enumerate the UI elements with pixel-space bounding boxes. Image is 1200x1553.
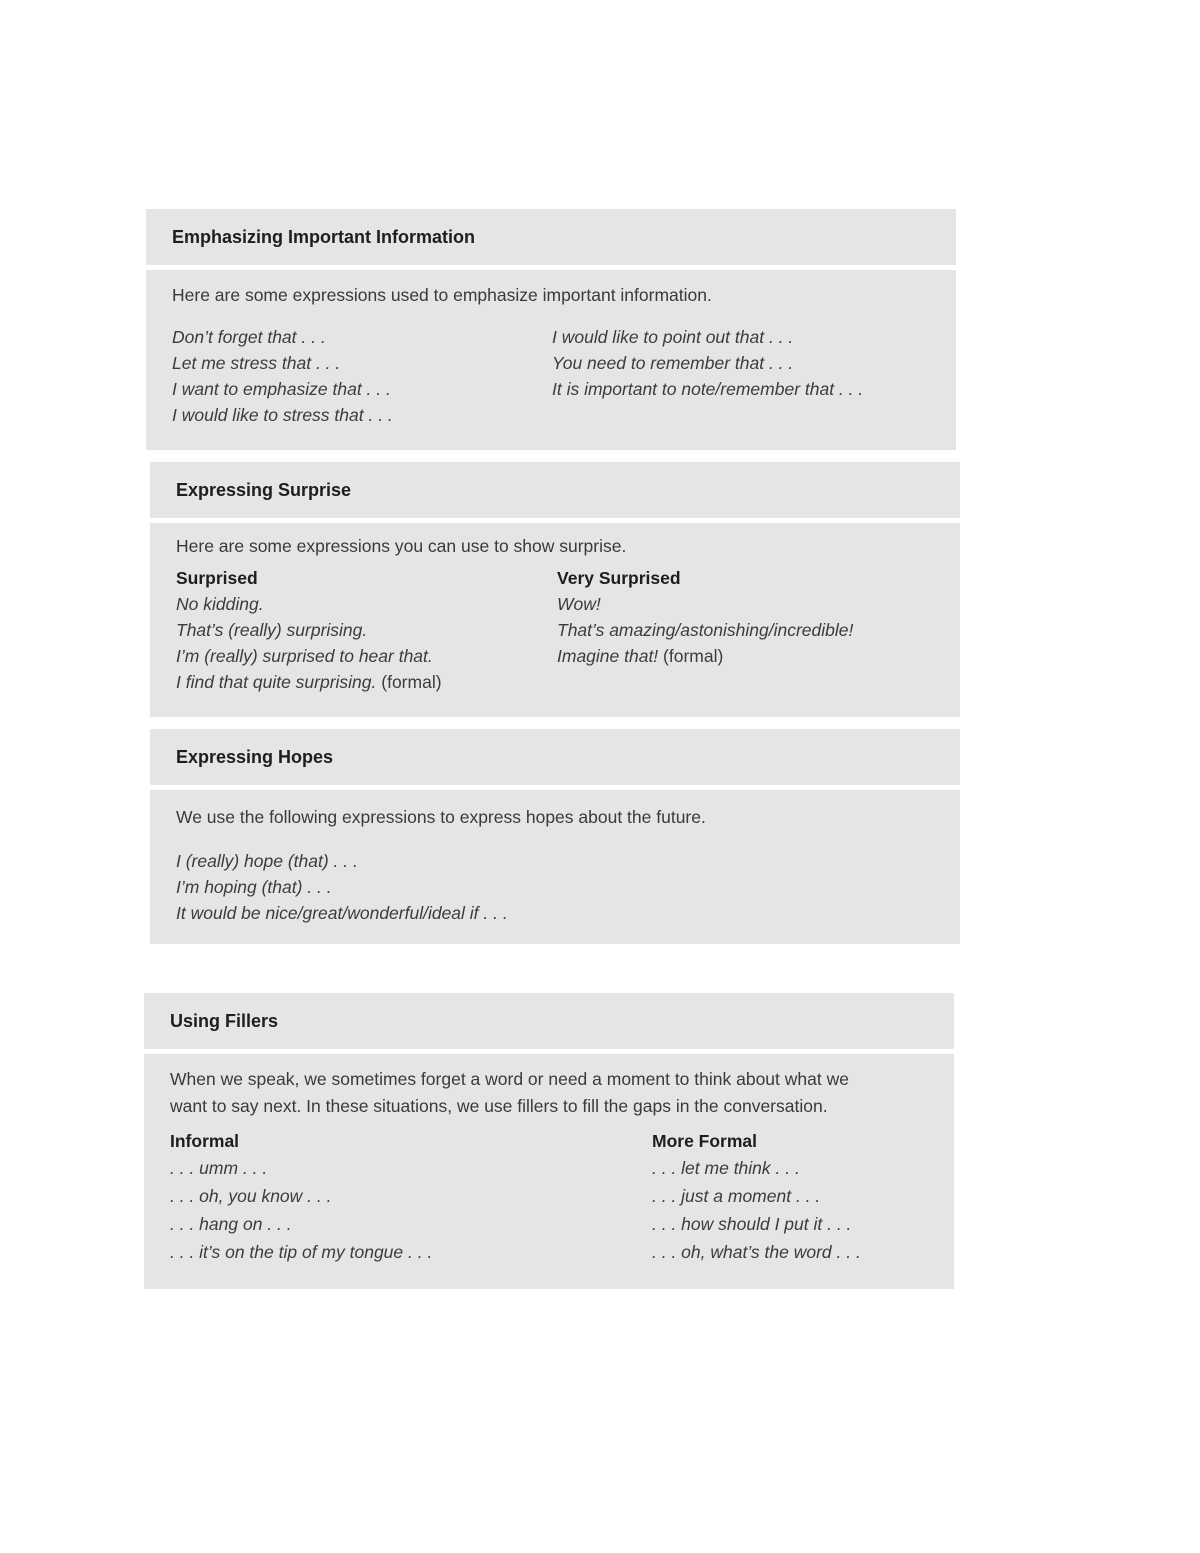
expression-list-left: [172, 324, 552, 428]
section-title: Expressing Hopes: [150, 729, 960, 785]
expression-item: Don’t forget that . . .: [172, 327, 326, 347]
expression-item: . . . hang on . . .: [170, 1214, 292, 1234]
section-fillers: [144, 993, 954, 1289]
section-intro: [170, 1066, 928, 1120]
section-title: Emphasizing Important Information: [146, 209, 956, 265]
expression-item: I’m hoping (that) . . .: [176, 877, 332, 897]
section-hopes: [150, 729, 960, 944]
section-body: [144, 1054, 954, 1289]
expression-item: . . . umm . . .: [170, 1158, 268, 1178]
section-body: [150, 790, 960, 944]
section-intro: Here are some expressions used to emphasize important information.: [172, 285, 712, 305]
expression-columns: [172, 324, 930, 428]
expression-item: I want to emphasize that . . .: [172, 379, 391, 399]
column-heading: More Formal: [652, 1131, 758, 1151]
expression-columns: [170, 1128, 928, 1266]
formal-note: (formal): [658, 646, 724, 666]
section-body: [150, 523, 960, 717]
expression-list-surprised: [176, 565, 557, 695]
expression-item: No kidding.: [176, 594, 264, 614]
expression-item: Let me stress that . . .: [172, 353, 341, 373]
section-emphasizing: [146, 209, 956, 450]
expression-list-more-formal: [652, 1128, 861, 1266]
expression-item: . . . oh, you know . . .: [170, 1186, 332, 1206]
section-surprise: [150, 462, 960, 717]
expression-text: Imagine that!: [557, 646, 659, 666]
expression-list-very-surprised: [557, 565, 853, 695]
expression-item-with-note: [176, 669, 557, 695]
expression-item: It would be nice/great/wonderful/ideal if . . .: [176, 903, 508, 923]
expression-item: I (really) hope (that) . . .: [176, 851, 358, 871]
expression-item: You need to remember that . . .: [552, 353, 794, 373]
expression-item-with-note: [557, 643, 853, 669]
expression-item: . . . let me think . . .: [652, 1158, 800, 1178]
intro-line: want to say next. In these situations, we use fillers to fill the gaps in the conversation.: [170, 1096, 828, 1116]
section-title: Using Fillers: [144, 993, 954, 1049]
expression-item: That’s amazing/astonishing/incredible!: [557, 620, 854, 640]
expression-item: . . . just a moment . . .: [652, 1186, 821, 1206]
column-heading: Very Surprised: [557, 568, 681, 588]
expression-list-informal: [170, 1128, 652, 1266]
column-heading: Surprised: [176, 568, 258, 588]
expression-columns: [176, 565, 934, 695]
intro-line: When we speak, we sometimes forget a word or need a moment to think about what we: [170, 1069, 849, 1089]
expression-list-right: [552, 324, 863, 428]
expression-item: I would like to point out that . . .: [552, 327, 794, 347]
section-intro: We use the following expressions to express hopes about the future.: [176, 807, 706, 827]
expression-item: That’s (really) surprising.: [176, 620, 368, 640]
expression-item: It is important to note/remember that . . .: [552, 379, 864, 399]
section-intro: Here are some expressions you can use to show surprise.: [176, 536, 627, 556]
section-body: [146, 270, 956, 450]
expression-item: I’m (really) surprised to hear that.: [176, 646, 433, 666]
expression-item: Wow!: [557, 594, 601, 614]
section-title: Expressing Surprise: [150, 462, 960, 518]
expression-item: . . . oh, what’s the word . . .: [652, 1242, 861, 1262]
expression-list: [176, 848, 934, 926]
formal-note: (formal): [376, 672, 442, 692]
expression-text: I find that quite surprising.: [176, 672, 377, 692]
expression-item: . . . it’s on the tip of my tongue . . .: [170, 1242, 433, 1262]
column-heading: Informal: [170, 1131, 240, 1151]
expression-item: . . . how should I put it . . .: [652, 1214, 852, 1234]
expression-item: I would like to stress that . . .: [172, 405, 393, 425]
